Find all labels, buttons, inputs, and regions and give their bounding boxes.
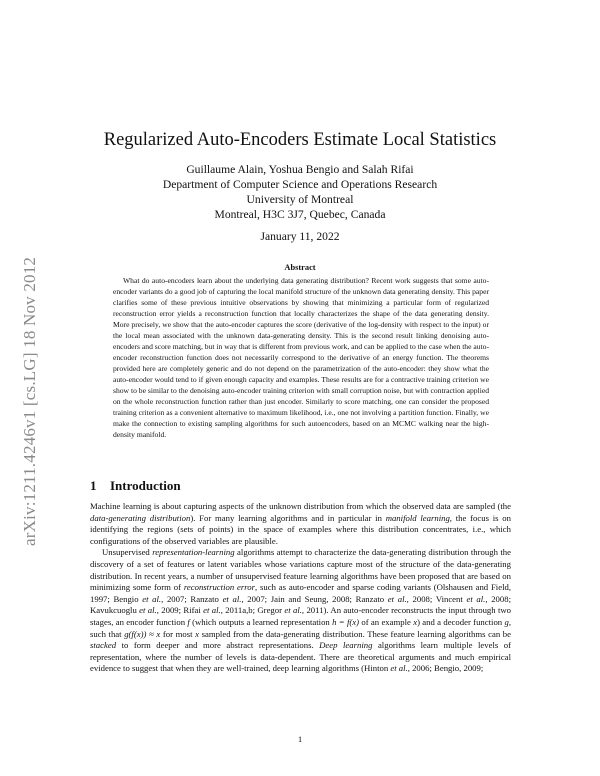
abstract-heading: Abstract (284, 263, 316, 272)
section-number: 1 (90, 478, 97, 493)
author-names: Guillaume Alain, Yoshua Bengio and Salah Rifai (186, 163, 414, 176)
paper-title: Regularized Auto-Encoders Estimate Local Statistics (103, 130, 497, 150)
section-title: Introduction (110, 478, 181, 493)
abstract-text: What do auto-encoders learn about the underlying data generating distribution? Recent work suggests that some auto-encoder variants do a good job of capturing the local manifold structure of the unknown data generating density. This paper clarifies some of these previous intuitive observations by showing that minimizing a particular form of regularized reconstruction error yields a reconstruction function that locally characterizes the shape of the data generating density. More precisely, we show that the auto-encoder captures the score (derivative of the log-density with respect to the input) or the local mean associated with the unknown data-generating density. This is the second result linking denoising auto-encoders and score matching, but in way that is different from previous work, and can be applied to the case when the auto-encoder reconstruction function does not necessarily correspond to the derivative of an energy function. The theorems provided here are completely generic and do not depend on the parametrization of the auto-encoder: they show what the auto-encoder would tend to if given enough capacity and examples. These results are for a contractive training criterion we show to be similar to the denoising auto-encoder training criterion with small corruption noise, but with contraction applied on the whole reconstruction function rather than just encoder. Similarly to score matching, one can consider the proposed training criterion as a convenient alternative to maximum likelihood, i.e., one not involving a partition function. Finally, we make the connection to existing sampling algorithms for such autoencoders, based on an MCMC walking near the high-density manifold. (113, 276, 489, 439)
math-h-equals-f-x: h = f(x) (332, 616, 360, 627)
math-g: g (504, 616, 509, 627)
section-heading (90, 478, 181, 494)
math-reconstruction: g(f(x)) ≈ x (124, 628, 161, 639)
affiliation-address: Montreal, H3C 3J7, Quebec, Canada (214, 208, 386, 221)
math-f: f (187, 616, 190, 627)
intro-paragraph-2: Unsupervised representation-learning algorithms attempt to characterize the data-generating distribution through the discovery of a set of features or latent variables whose variations capture most of the structure of the data-generating distribution. In recent years, a number of unsupervised feature learning algorithms have been proposed that are based on minimizing some form of reconstruction error, such as auto-encoder and sparse coding variants (Olshausen and Field, 1997; Bengio et al., 2007; Ranzato et al., 2007; Jain and Seung, 2008; Ranzato et al., 2008; Vincent et al., 2008; Kavukcuoglu et al., 2009; Rifai et al., 2011a,b; Gregor et al., 2011). An auto-encoder reconstructs the input through two stages, an encoder function f (which outputs a learned representation h = f(x) of an example x) and a decoder function g, such that g(f(x)) ≈ x for most x sampled from the data-generating distribution. These feature learning algorithms can be stacked to form deeper and more abstract representations. Deep learning algorithms learn multiple levels of representation, where the number of levels is data-dependent. There are theoretical arguments and much empirical evidence to suggest that when they are well-trained, deep learning algorithms (Hinton et al., 2006; Bengio, 2009; (90, 547, 512, 674)
affiliation-department: Department of Computer Science and Operations Research (162, 178, 438, 191)
page-number: 1 (297, 734, 303, 744)
paper-date: January 11, 2022 (260, 230, 340, 243)
affiliation-university: University of Montreal (246, 193, 354, 206)
math-x: x (413, 616, 418, 627)
intro-paragraph-1: Machine learning is about capturing aspects of the unknown distribution from which the observed data are sampled (the data-generating distribution). For many learning algorithms and in particular in manifold learning, the focus is on identifying the regions (sets of points) in the space of examples where this distribution concentrates, i.e., which configurations of the observed variables are plausible. (90, 501, 511, 546)
author-block (0, 162, 600, 222)
introduction-body (90, 501, 511, 675)
arxiv-identifier-sidebar: arXiv:1211.4246v1 [cs.LG] 18 Nov 2012 (20, 256, 39, 546)
math-x: x (195, 628, 199, 639)
